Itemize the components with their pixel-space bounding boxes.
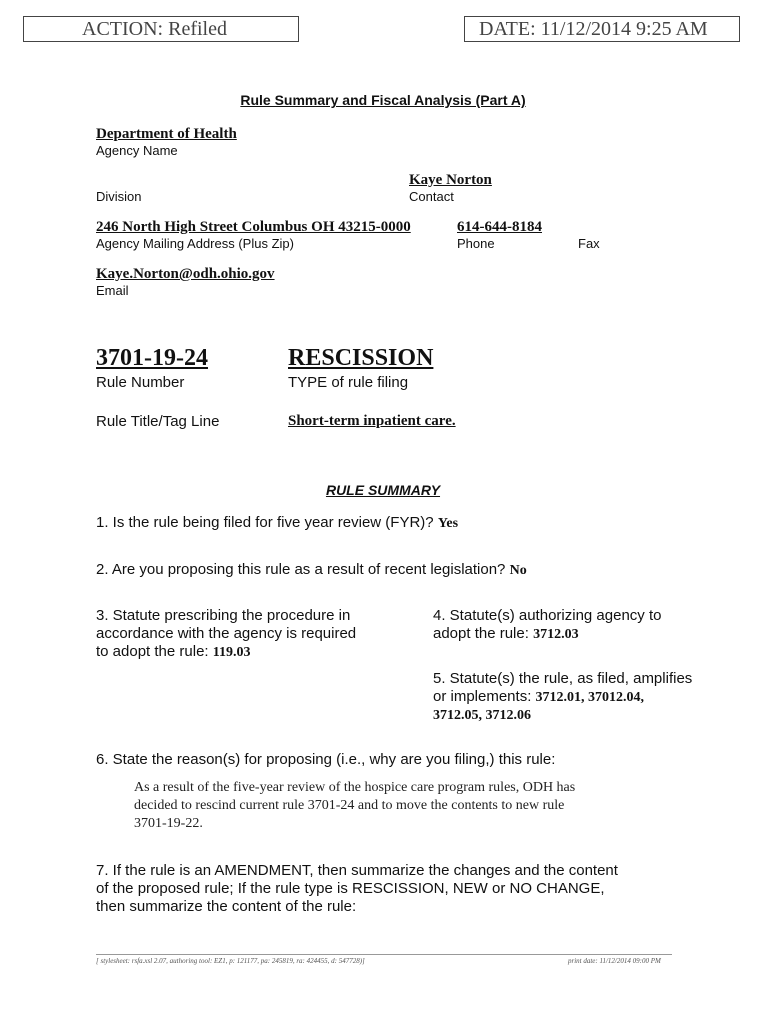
question-7-line-2: of the proposed rule; If the rule type is RESCISSION, NEW or NO CHANGE, [96, 880, 605, 897]
question-7 [96, 862, 618, 916]
address-value: 246 North High Street Columbus OH 43215-0000 [96, 219, 411, 235]
agency-name-label: Agency Name [96, 143, 178, 158]
page-title: Rule Summary and Fiscal Analysis (Part A) [240, 92, 526, 108]
question-4 [433, 607, 733, 644]
footer-print-date: print date: 11/12/2014 09:00 PM [568, 957, 661, 965]
question-3-line-3: to adopt the rule: [96, 643, 209, 660]
rule-type-label: TYPE of rule filing [288, 374, 409, 391]
question-7-line-1: 7. If the rule is an AMENDMENT, then summarize the changes and the content [96, 862, 618, 879]
question-5 [433, 670, 753, 725]
footer-divider [96, 954, 672, 955]
answer-5-line-2: 3712.05, 3712.06 [433, 708, 531, 723]
rule-number-value: 3701-19-24 [96, 345, 208, 371]
division-label: Division [96, 189, 142, 204]
footer-stylesheet-info: [ stylesheet: rsfa.xsl 2.07, authoring tool: EZ1, p: 121177, pa: 245819, ra: 424455, d: 547728)] [96, 957, 365, 965]
question-6: 6. State the reason(s) for proposing (i.e., why are you filing,) this rule: [96, 751, 556, 768]
question-1-text: 1. Is the rule being filed for five year review (FYR)? [96, 514, 434, 531]
question-1 [96, 514, 458, 533]
address-label: Agency Mailing Address (Plus Zip) [96, 236, 294, 251]
answer-6-line-1: As a result of the five-year review of the hospice care program rules, ODH has [134, 780, 576, 795]
question-4-line-2: adopt the rule: [433, 625, 529, 642]
question-5-line-1: 5. Statute(s) the rule, as filed, amplifies [433, 670, 693, 687]
email-value: Kaye.Norton@odh.ohio.gov [96, 266, 275, 282]
date-box [464, 16, 740, 42]
date-text: DATE: 11/12/2014 9:25 AM [479, 18, 708, 40]
answer-3: 119.03 [212, 645, 251, 660]
answer-6-line-2: decided to rescind current rule 3701-24 and to move the contents to new rule [134, 798, 565, 813]
question-2 [96, 561, 527, 580]
question-3-line-2: accordance with the agency is required [96, 625, 357, 642]
phone-value: 614-644-8184 [457, 219, 542, 235]
question-4-line-1: 4. Statute(s) authorizing agency to [433, 607, 662, 624]
email-label: Email [96, 283, 129, 298]
agency-name-value: Department of Health [96, 126, 237, 142]
answer-2: No [509, 563, 527, 578]
contact-value: Kaye Norton [409, 172, 492, 188]
question-2-text: 2. Are you proposing this rule as a result of recent legislation? [96, 561, 506, 578]
question-7-line-3: then summarize the content of the rule: [96, 898, 357, 915]
question-3-line-1: 3. Statute prescribing the procedure in [96, 607, 351, 624]
action-text: ACTION: Refiled [82, 18, 227, 40]
answer-6-line-3: 3701-19-22. [134, 816, 203, 831]
question-5-line-2: or implements: [433, 688, 532, 705]
rule-title-label: Rule Title/Tag Line [96, 413, 220, 430]
phone-label: Phone [457, 236, 495, 251]
answer-1: Yes [437, 516, 459, 531]
rule-type-value: RESCISSION [288, 345, 434, 371]
action-box [23, 16, 299, 42]
rule-summary-heading: RULE SUMMARY [325, 482, 441, 498]
contact-label: Contact [409, 189, 454, 204]
rule-title-value: Short-term inpatient care. [288, 413, 456, 429]
rule-number-label: Rule Number [96, 374, 185, 391]
fax-label: Fax [578, 236, 600, 251]
answer-5-line-1: 3712.01, 37012.04, [535, 690, 645, 705]
answer-4: 3712.03 [533, 627, 579, 642]
question-3 [96, 607, 396, 662]
answer-6 [134, 779, 575, 833]
